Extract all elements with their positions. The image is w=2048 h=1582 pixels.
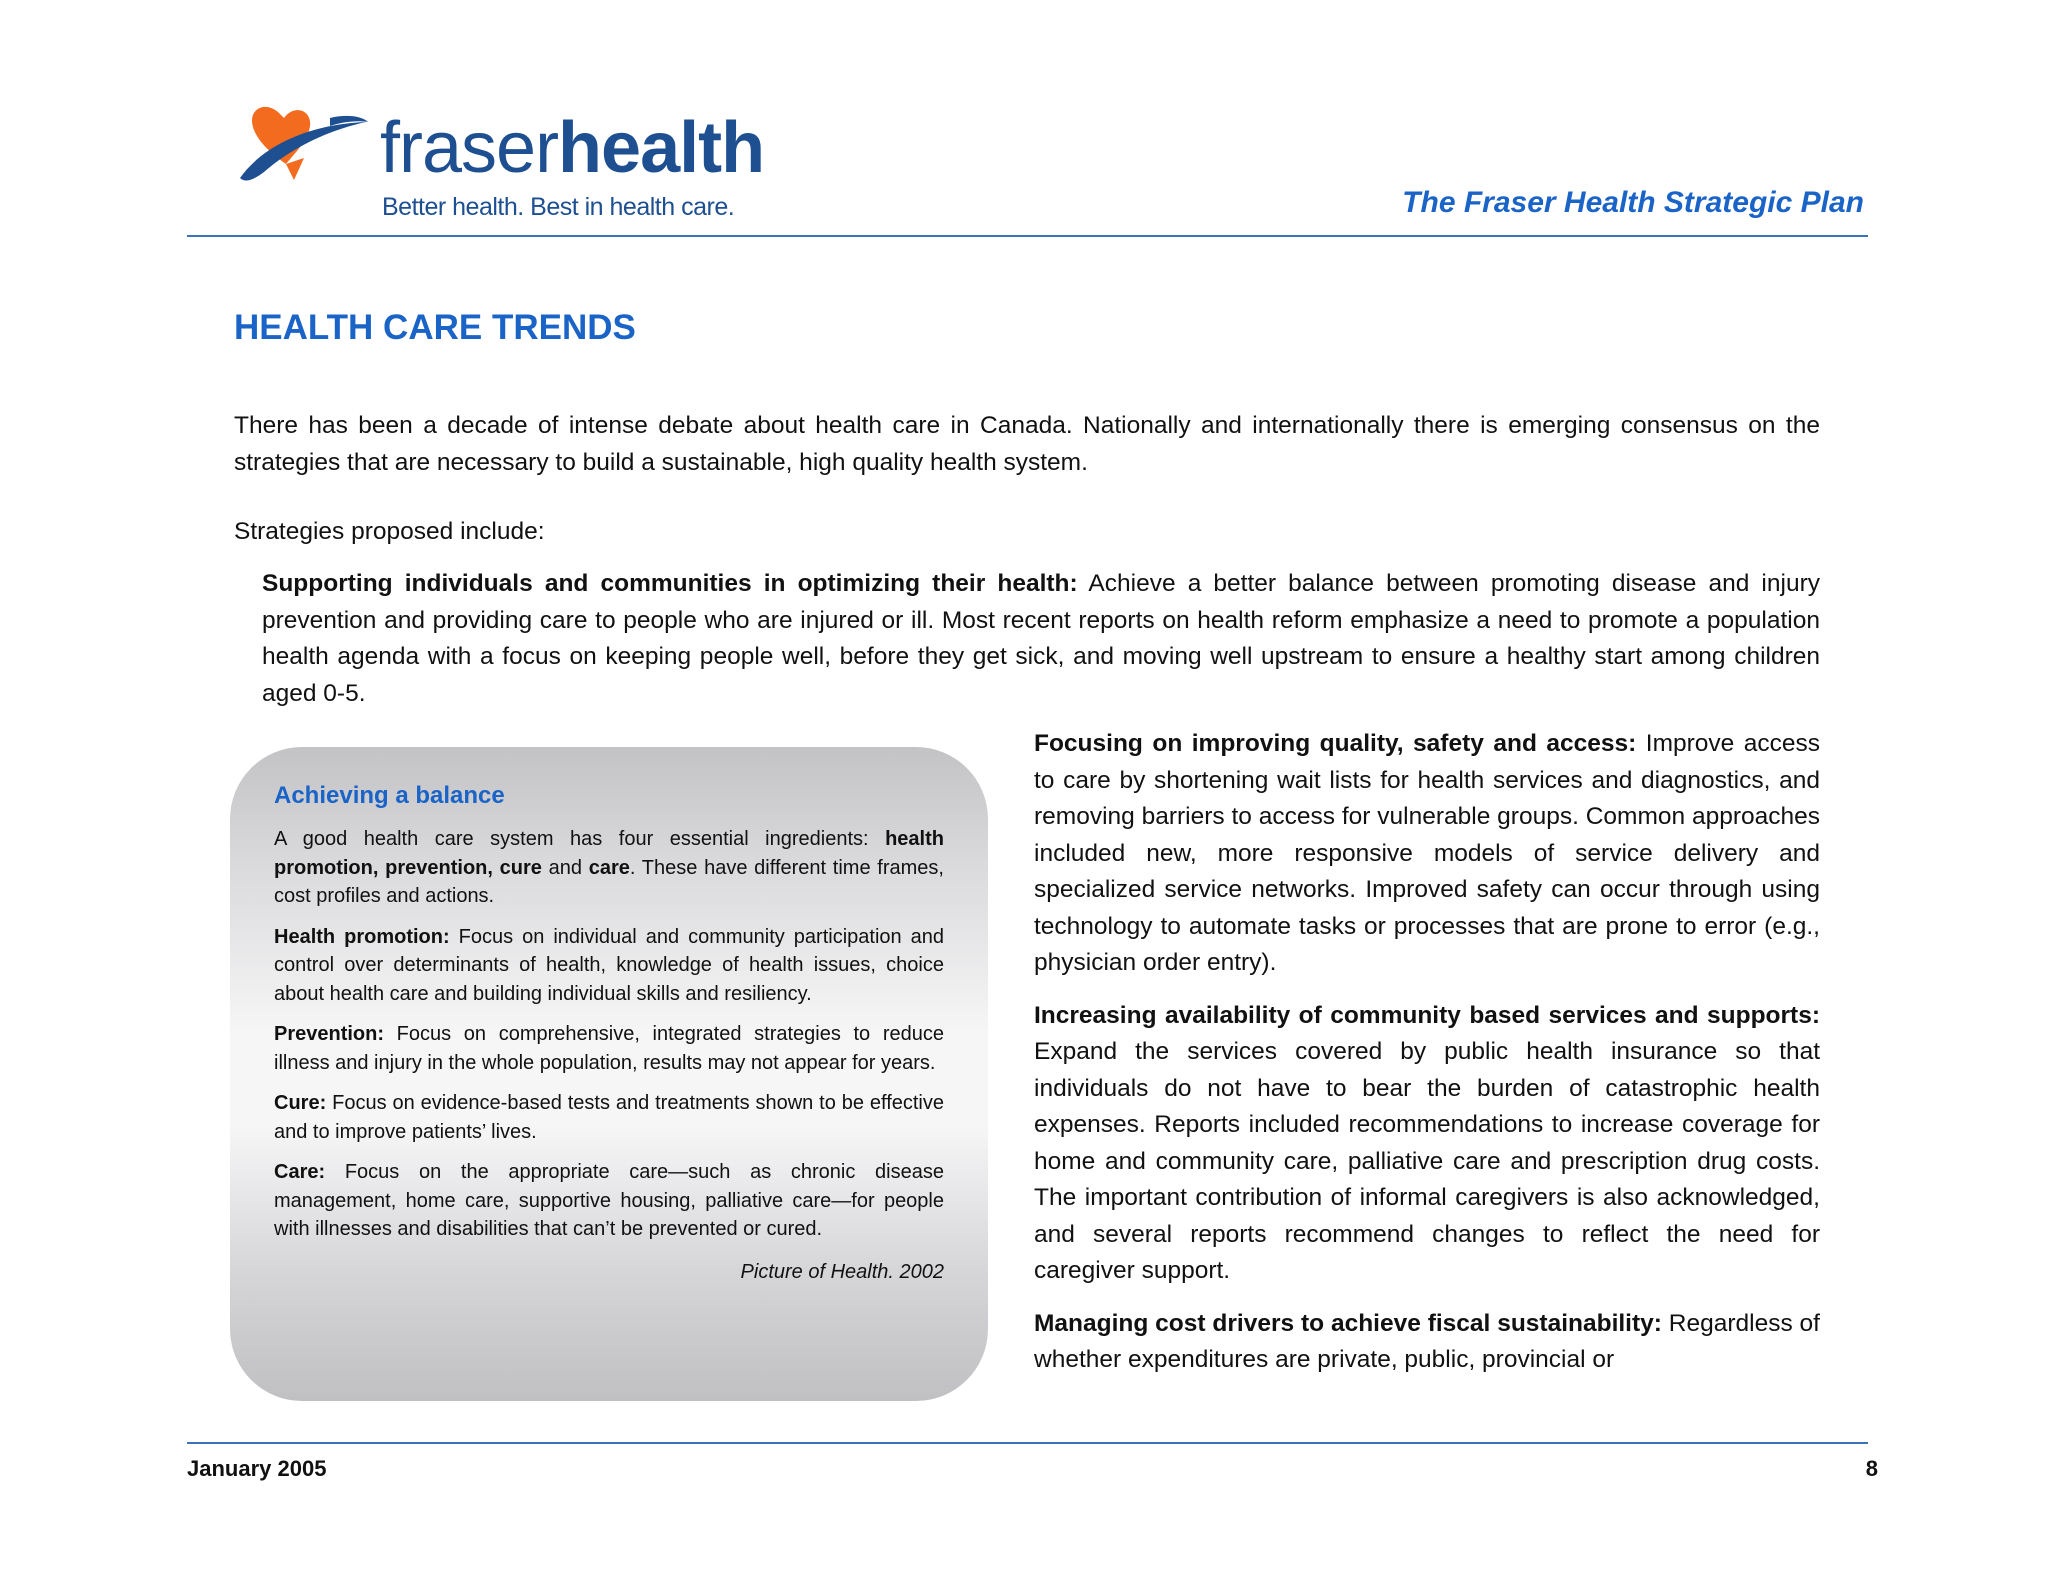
page-number: 8	[1865, 1456, 1878, 1481]
achieving-balance-sidebar	[230, 747, 988, 1401]
strategy-body: Regardless of whether expenditures are private, public, provincial or	[1034, 1309, 1820, 1373]
sidebar-intro-text: A good health care system has four essential ingredients:	[274, 828, 886, 850]
strategy-body: Improve access to care by shortening wait lists for health services and diagnostics, and removing barriers to access for vulnerable groups. Common approaches included new, more responsive models of service delivery and specialized service networks. Improved safety can occur through using technology to automate tasks or processes that are prone to error (e.g., physician order entry).	[1034, 730, 1820, 976]
strategy-body: Expand the services covered by public health insurance so that individuals do not have to bear the burden of catastrophic health expenses. Reports included recommendations to increase coverage for home and community care, palliative care and prescription drug costs. The important contribution of informal caregivers is also acknowledged, and several reports recommend changes to reflect the need for caregiver support.	[1034, 1038, 1820, 1284]
strategy-title: Managing cost drivers to achieve fiscal sustainability:	[1034, 1309, 1662, 1337]
sidebar-item	[274, 1089, 944, 1146]
sidebar-title: Achieving a balance	[274, 782, 505, 809]
sidebar-item	[274, 1020, 944, 1077]
strategy-title: Increasing availability of community based services and supports:	[1034, 1001, 1820, 1029]
section-heading: HEALTH CARE TRENDS	[234, 308, 636, 347]
strategy-title: Supporting individuals and communities in optimizing their health:	[262, 570, 1078, 597]
sidebar-intro-text: and	[541, 856, 589, 879]
sidebar-item-text: Focus on individual and community participation and control over determinants of health, knowledge of health issues, choice about health care and building individual skills and resiliency.	[274, 925, 944, 1005]
strategy-body: Achieve a better balance between promoting disease and injury prevention and providing care to people who are injured or ill. Most recent reports on health reform emphasize a need to promote a population health agenda with a focus on keeping people well, before they get sick, and moving well upstream to ensure a healthy start among children aged 0-5.	[262, 570, 1820, 707]
sidebar-item-text: Focus on evidence-based tests and treatments shown to be effective and to improve patients’ lives.	[274, 1092, 944, 1143]
sidebar-intro-bold: care	[588, 856, 630, 879]
fraser-health-logo	[234, 100, 765, 230]
strategy-paragraph	[1034, 998, 1820, 1290]
sidebar-item-term: Care:	[274, 1161, 326, 1183]
right-column	[1034, 726, 1820, 1395]
strategy-title: Focusing on improving quality, safety and access:	[1034, 730, 1637, 757]
sidebar-item	[274, 1158, 944, 1244]
logo-wordmark	[380, 108, 764, 188]
strategy-paragraph	[262, 566, 1820, 712]
logo-name-light: fraser	[380, 108, 559, 188]
document-title: The Fraser Health Strategic Plan	[1402, 186, 1864, 219]
sidebar-item-text: Focus on the appropriate care—such as chronic disease management, home care, supportive housing, palliative care—for people with illnesses and disabilities that can’t be prevented or cured.	[274, 1161, 944, 1240]
header-divider	[187, 235, 1868, 237]
sidebar-item-text: Focus on comprehensive, integrated strategies to reduce illness and injury in the whole population, results may not appear for years.	[274, 1023, 944, 1074]
intro-paragraph: There has been a decade of intense debate about health care in Canada. Nationally and internationally there is emerging consensus on the strategies that are necessary to build a sustainable, high quality health system.	[234, 412, 1820, 476]
footer-divider	[187, 1442, 1868, 1444]
strategies-label: Strategies proposed include:	[234, 518, 545, 545]
sidebar-intro	[274, 825, 944, 911]
strategy-paragraph	[1034, 726, 1820, 982]
strategy-paragraph	[1034, 1306, 1820, 1379]
footer-date: January 2005	[187, 1456, 327, 1481]
sidebar-intro-text: . These have different time frames, cost profiles and actions.	[274, 856, 944, 907]
logo-name-bold: health	[558, 108, 765, 188]
logo-tagline: Better health. Best in health care.	[382, 193, 735, 221]
sidebar-item-term: Cure:	[274, 1092, 327, 1114]
sidebar-item-term: Prevention:	[274, 1023, 385, 1045]
heart-swoosh-icon	[234, 100, 374, 200]
sidebar-citation: Picture of Health. 2002	[740, 1260, 944, 1283]
sidebar-item	[274, 923, 944, 1009]
sidebar-intro-bold: health promotion, prevention, cure	[274, 828, 944, 879]
sidebar-item-term: Health promotion:	[274, 925, 450, 948]
